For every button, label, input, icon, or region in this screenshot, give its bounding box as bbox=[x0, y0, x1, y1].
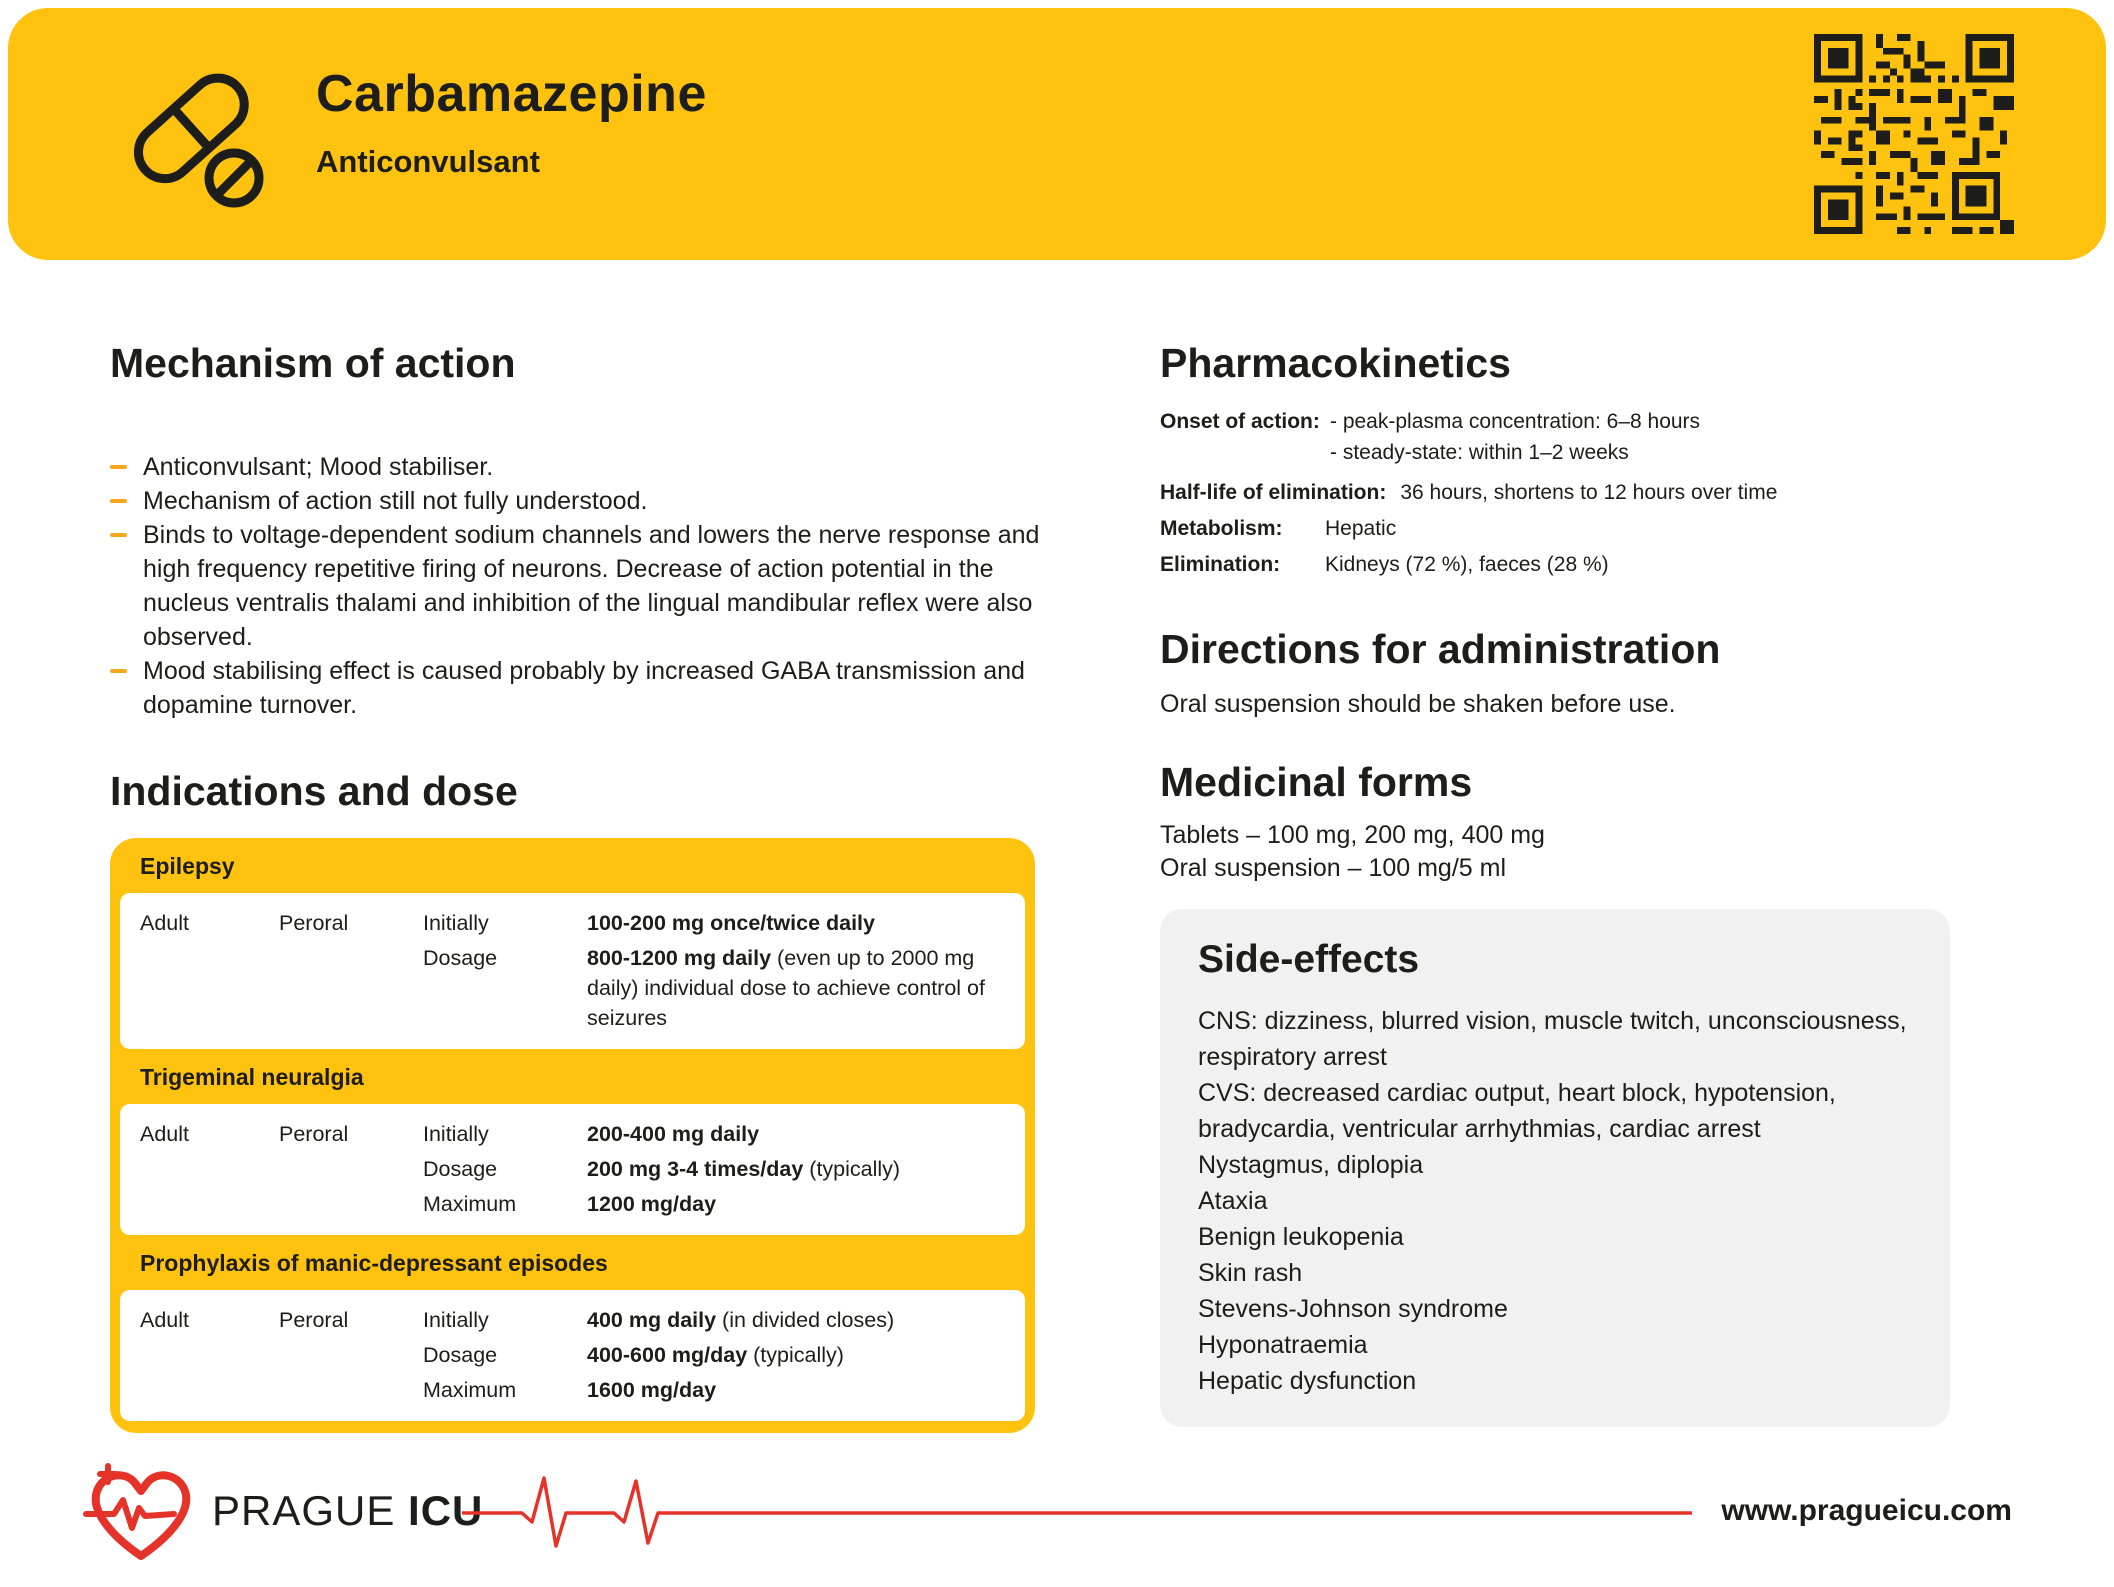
dose-value: 200-400 mg daily bbox=[587, 1122, 760, 1146]
pill-icon bbox=[113, 56, 283, 226]
dose-value: 1200 mg/day bbox=[587, 1192, 717, 1216]
dose-value: 1600 mg/day bbox=[587, 1378, 717, 1402]
side-effects-panel bbox=[1160, 909, 1950, 1427]
dose-block bbox=[120, 1104, 1025, 1235]
dose-label: Initially bbox=[423, 1308, 489, 1332]
dose-label: Dosage bbox=[423, 1157, 498, 1181]
side-effect-item: Skin rash bbox=[1198, 1259, 1303, 1287]
dose-block bbox=[120, 893, 1025, 1049]
patient-group: Adult bbox=[140, 1122, 190, 1146]
mechanism-item-text: Binds to voltage-dependent sodium channels and lowers the nerve response and high frequency repetitive firing of neurons. Decrease of action potential in the nucleus ventralis thalami and inhibition of the lingual mandibular reflex were also observed. bbox=[143, 521, 1040, 651]
side-effect-item: Benign leukopenia bbox=[1198, 1223, 1404, 1251]
side-effects-list bbox=[1198, 1003, 1912, 1399]
pk-half-life-row bbox=[1160, 479, 2000, 506]
dose-label: Dosage bbox=[423, 1343, 498, 1367]
side-effect-item: Nystagmus, diplopia bbox=[1198, 1151, 1424, 1179]
pk-half-life-value: 36 hours, shortens to 12 hours over time bbox=[1400, 481, 1778, 504]
mechanism-item-text: Anticonvulsant; Mood stabiliser. bbox=[143, 453, 494, 481]
dose-value: 100-200 mg once/twice daily bbox=[587, 911, 875, 935]
pk-onset-row bbox=[1160, 408, 2000, 470]
patient-group: Adult bbox=[140, 1308, 190, 1332]
left-column bbox=[110, 338, 1060, 1433]
brand-name-regular: PRAGUE bbox=[212, 1487, 396, 1534]
dose-label: Dosage bbox=[423, 946, 498, 970]
dose-block bbox=[120, 1290, 1025, 1421]
dose-value: 400 mg daily (in divided closes) bbox=[587, 1308, 895, 1332]
dose-section-title: Prophylaxis of manic-depressant episodes bbox=[140, 1250, 608, 1276]
pk-half-life-label: Half-life of elimination: bbox=[1160, 481, 1387, 504]
pharmacokinetics-heading: Pharmacokinetics bbox=[1160, 340, 1511, 386]
mechanism-item-text: Mood stabilising effect is caused probably by increased GABA transmission and dopamine turnover. bbox=[143, 657, 1025, 719]
dose-value: 400-600 mg/day (typically) bbox=[587, 1343, 844, 1367]
ecg-line-icon bbox=[462, 1468, 1692, 1558]
header-titles bbox=[316, 66, 707, 180]
medicinal-form-line: Tablets – 100 mg, 200 mg, 400 mg bbox=[1160, 821, 1545, 849]
mechanism-item bbox=[110, 484, 1060, 518]
right-column bbox=[1160, 338, 2000, 1427]
dose-value: 200 mg 3-4 times/day (typically) bbox=[587, 1157, 901, 1181]
side-effect-item: Hyponatraemia bbox=[1198, 1331, 1368, 1359]
side-effect-item: CNS: dizziness, blurred vision, muscle twitch, unconsciousness, respiratory arrest bbox=[1198, 1007, 1907, 1071]
patient-group: Adult bbox=[140, 911, 190, 935]
footer-url: www.pragueicu.com bbox=[1721, 1494, 2012, 1527]
mechanism-item bbox=[110, 518, 1060, 654]
mechanism-list bbox=[110, 450, 1060, 722]
dose-section-title: Epilepsy bbox=[140, 853, 235, 879]
medicinal-form-line: Oral suspension – 100 mg/5 ml bbox=[1160, 854, 1507, 882]
dose-value: 800-1200 mg daily (even up to 2000 mg daily) individual dose to achieve control of seizures bbox=[587, 946, 985, 1030]
qr-code bbox=[1814, 34, 2014, 234]
directions-heading: Directions for administration bbox=[1160, 626, 1721, 672]
dose-section-epilepsy bbox=[110, 838, 1035, 1049]
pk-onset-label: Onset of action: bbox=[1160, 410, 1320, 433]
route: Peroral bbox=[279, 1122, 349, 1146]
dose-label: Maximum bbox=[423, 1192, 517, 1216]
pk-onset-value: - peak-plasma concentration: 6–8 hours - steady-state: within 1–2 weeks bbox=[1330, 410, 1701, 464]
dose-section-trigeminal-neuralgia bbox=[110, 1049, 1035, 1235]
side-effect-item: Hepatic dysfunction bbox=[1198, 1367, 1417, 1395]
medicinal-forms-heading: Medicinal forms bbox=[1160, 759, 1473, 805]
dose-label: Maximum bbox=[423, 1378, 517, 1402]
header-banner bbox=[8, 8, 2106, 260]
mechanism-item bbox=[110, 450, 1060, 484]
mechanism-heading: Mechanism of action bbox=[110, 340, 516, 386]
pk-elimination-label: Elimination: bbox=[1160, 553, 1281, 576]
dose-section-title: Trigeminal neuralgia bbox=[140, 1064, 364, 1090]
route: Peroral bbox=[279, 911, 349, 935]
pk-elimination-row bbox=[1160, 551, 2000, 578]
dash-bullet-icon bbox=[110, 669, 127, 673]
mechanism-item-text: Mechanism of action still not fully understood. bbox=[143, 487, 648, 515]
brand-name-bold: ICU bbox=[408, 1487, 484, 1534]
dose-label: Initially bbox=[423, 1122, 489, 1146]
directions-text: Oral suspension should be shaken before use. bbox=[1160, 690, 1676, 718]
pk-metabolism-label: Metabolism: bbox=[1160, 517, 1283, 540]
brand-name bbox=[212, 1487, 483, 1535]
pk-metabolism-value: Hepatic bbox=[1325, 517, 1397, 540]
drug-subtitle: Anticonvulsant bbox=[316, 144, 540, 179]
side-effect-item: CVS: decreased cardiac output, heart block, hypotension, bradycardia, ventricular arrhythmias, cardiac arrest bbox=[1198, 1079, 1836, 1143]
dose-label: Initially bbox=[423, 911, 489, 935]
drug-title: Carbamazepine bbox=[316, 65, 707, 123]
route: Peroral bbox=[279, 1308, 349, 1332]
side-effects-heading: Side-effects bbox=[1198, 938, 1420, 981]
indications-heading: Indications and dose bbox=[110, 768, 518, 814]
pk-elimination-value: Kidneys (72 %), faeces (28 %) bbox=[1325, 553, 1609, 576]
side-effect-item: Ataxia bbox=[1198, 1187, 1268, 1215]
pharmacokinetics-block bbox=[1160, 408, 2000, 578]
dose-section-prophylaxis bbox=[110, 1235, 1035, 1421]
dash-bullet-icon bbox=[110, 533, 127, 537]
medicinal-forms-list bbox=[1160, 819, 2000, 885]
dash-bullet-icon bbox=[110, 465, 127, 469]
mechanism-item bbox=[110, 654, 1060, 722]
pk-metabolism-row bbox=[1160, 515, 2000, 542]
heart-ecg-logo-icon bbox=[82, 1458, 200, 1566]
side-effect-item: Stevens-Johnson syndrome bbox=[1198, 1295, 1508, 1323]
dash-bullet-icon bbox=[110, 499, 127, 503]
dose-table bbox=[110, 838, 1035, 1433]
